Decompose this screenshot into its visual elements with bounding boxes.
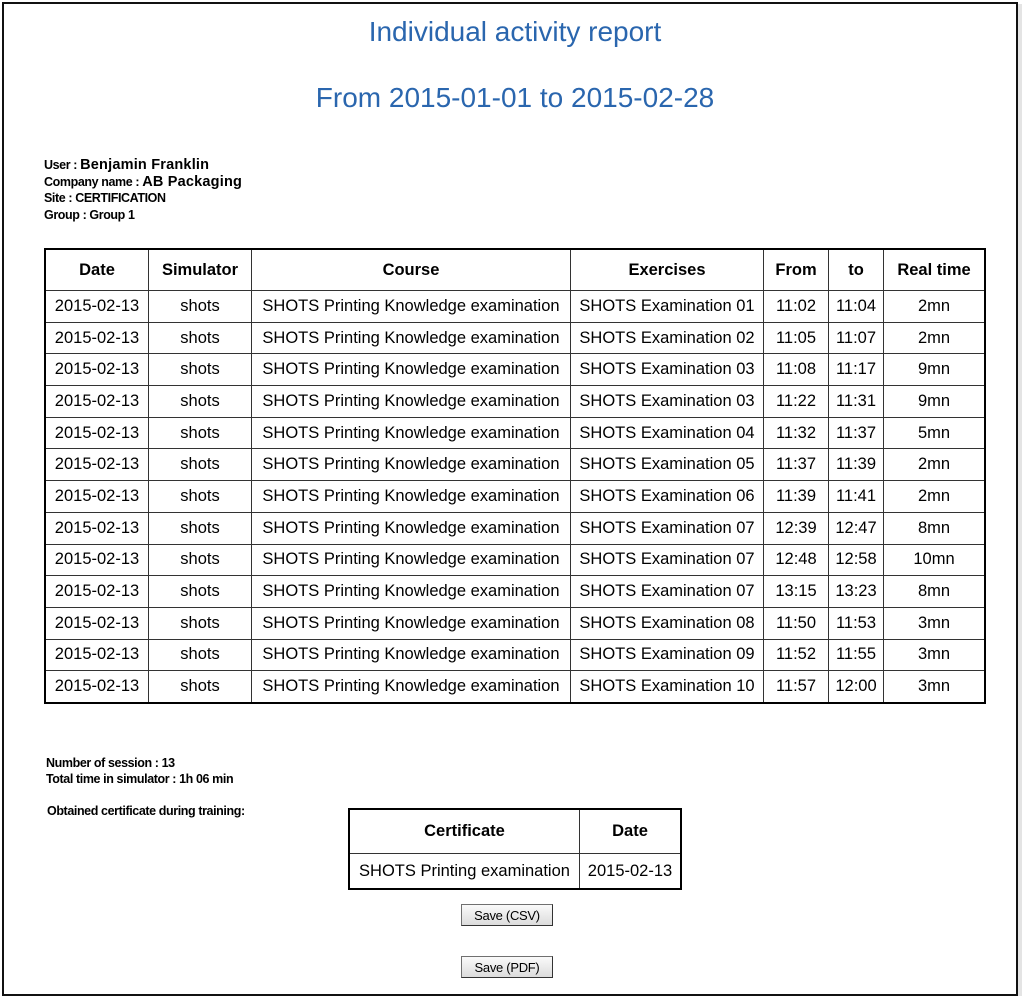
user-info [44, 157, 242, 223]
cell-exercise: SHOTS Examination 04 [571, 417, 764, 449]
group-label: Group : [44, 207, 90, 222]
cell-simulator: shots [149, 417, 252, 449]
certificate-table [348, 808, 682, 890]
cell-exercise: SHOTS Examination 01 [571, 291, 764, 323]
cell-from: 11:50 [764, 607, 829, 639]
table-row [45, 449, 985, 481]
col-course: Course [252, 249, 571, 291]
cell-course: SHOTS Printing Knowledge examination [252, 544, 571, 576]
site-line [44, 190, 242, 207]
cell-real-time: 3mn [884, 639, 986, 671]
cell-course: SHOTS Printing Knowledge examination [252, 671, 571, 703]
cell-exercise: SHOTS Examination 03 [571, 354, 764, 386]
cell-real-time: 2mn [884, 481, 986, 513]
cell-to: 11:39 [829, 449, 884, 481]
cell-course: SHOTS Printing Knowledge examination [252, 291, 571, 323]
site-label: Site : [44, 191, 76, 205]
activity-header-row [45, 249, 985, 291]
cell-date: 2015-02-13 [45, 449, 149, 481]
col-to: to [829, 249, 884, 291]
cell-simulator: shots [149, 639, 252, 671]
cell-from: 12:39 [764, 512, 829, 544]
cell-exercise: SHOTS Examination 10 [571, 671, 764, 703]
cell-simulator: shots [149, 512, 252, 544]
cell-exercise: SHOTS Examination 05 [571, 449, 764, 481]
cell-simulator: shots [149, 322, 252, 354]
group-line [44, 207, 242, 224]
cell-date: 2015-02-13 [45, 417, 149, 449]
cell-simulator: shots [149, 449, 252, 481]
save-csv-button[interactable]: Save (CSV) [461, 904, 553, 926]
site-value: CERTIFICATION [75, 191, 166, 205]
cell-date: 2015-02-13 [45, 386, 149, 418]
cell-from: 11:32 [764, 417, 829, 449]
table-row [45, 544, 985, 576]
cell-from: 11:22 [764, 386, 829, 418]
cell-to: 11:04 [829, 291, 884, 323]
total-time: Total time in simulator : 1h 06 min [46, 772, 234, 786]
col-certificate-date: Date [580, 809, 682, 854]
group-value: Group 1 [89, 207, 135, 222]
cell-from: 11:52 [764, 639, 829, 671]
cell-from: 11:08 [764, 354, 829, 386]
company-value: AB Packaging [142, 173, 243, 190]
cell-course: SHOTS Printing Knowledge examination [252, 576, 571, 608]
cell-course: SHOTS Printing Knowledge examination [252, 512, 571, 544]
cell-date: 2015-02-13 [45, 576, 149, 608]
cell-course: SHOTS Printing Knowledge examination [252, 354, 571, 386]
cell-exercise: SHOTS Examination 03 [571, 386, 764, 418]
cell-real-time: 8mn [884, 512, 986, 544]
col-certificate: Certificate [349, 809, 580, 854]
cell-date: 2015-02-13 [45, 291, 149, 323]
cell-date: 2015-02-13 [45, 544, 149, 576]
table-row [45, 671, 985, 703]
user-value: Benjamin Franklin [80, 157, 210, 173]
cell-to: 13:23 [829, 576, 884, 608]
cell-real-time: 3mn [884, 607, 986, 639]
table-row [45, 354, 985, 386]
cell-course: SHOTS Printing Knowledge examination [252, 386, 571, 418]
cell-date: 2015-02-13 [45, 354, 149, 386]
cell-course: SHOTS Printing Knowledge examination [252, 322, 571, 354]
cell-real-time: 2mn [884, 322, 986, 354]
cell-to: 11:53 [829, 607, 884, 639]
cell-date: 2015-02-13 [45, 512, 149, 544]
cell-real-time: 3mn [884, 671, 986, 703]
cell-from: 11:57 [764, 671, 829, 703]
certificate-header-row [349, 809, 681, 854]
cell-exercise: SHOTS Examination 07 [571, 576, 764, 608]
table-row [349, 854, 681, 890]
cell-to: 12:47 [829, 512, 884, 544]
cell-exercise: SHOTS Examination 07 [571, 544, 764, 576]
cell-course: SHOTS Printing Knowledge examination [252, 607, 571, 639]
cell-real-time: 5mn [884, 417, 986, 449]
cell-to: 12:00 [829, 671, 884, 703]
cell-to: 11:37 [829, 417, 884, 449]
table-row [45, 607, 985, 639]
cell-exercise: SHOTS Examination 09 [571, 639, 764, 671]
table-row [45, 512, 985, 544]
certificate-body [349, 854, 681, 890]
cell-simulator: shots [149, 576, 252, 608]
cell-from: 13:15 [764, 576, 829, 608]
cell-real-time: 10mn [884, 544, 986, 576]
save-pdf-button[interactable]: Save (PDF) [461, 956, 553, 978]
col-real-time: Real time [884, 249, 986, 291]
table-row [45, 639, 985, 671]
cell-from: 11:02 [764, 291, 829, 323]
cell-simulator: shots [149, 354, 252, 386]
user-line [44, 157, 242, 174]
cell-course: SHOTS Printing Knowledge examination [252, 639, 571, 671]
cell-from: 11:39 [764, 481, 829, 513]
col-from: From [764, 249, 829, 291]
cell-real-time: 2mn [884, 449, 986, 481]
activity-table [44, 248, 986, 704]
session-count: Number of session : 13 [46, 756, 175, 770]
cell-simulator: shots [149, 291, 252, 323]
company-line [44, 174, 242, 191]
table-row [45, 481, 985, 513]
cell-course: SHOTS Printing Knowledge examination [252, 449, 571, 481]
table-row [45, 322, 985, 354]
cell-to: 11:31 [829, 386, 884, 418]
company-label: Company name : [44, 174, 143, 189]
cell-course: SHOTS Printing Knowledge examination [252, 417, 571, 449]
activity-body [45, 291, 985, 703]
cell-simulator: shots [149, 386, 252, 418]
cell-exercise: SHOTS Examination 07 [571, 512, 764, 544]
cell-from: 11:37 [764, 449, 829, 481]
report-period: From 2015-01-01 to 2015-02-28 [315, 82, 715, 113]
user-label: User : [44, 158, 81, 172]
cell-date: 2015-02-13 [45, 322, 149, 354]
cell-real-time: 9mn [884, 386, 986, 418]
cell-real-time: 9mn [884, 354, 986, 386]
col-exercises: Exercises [571, 249, 764, 291]
cell-date: 2015-02-13 [45, 607, 149, 639]
cell-to: 11:41 [829, 481, 884, 513]
cell-from: 11:05 [764, 322, 829, 354]
cell-simulator: shots [149, 607, 252, 639]
frame-shadow [1018, 4, 1022, 996]
cell-certificate-date: 2015-02-13 [580, 854, 682, 890]
table-row [45, 386, 985, 418]
cell-simulator: shots [149, 544, 252, 576]
col-simulator: Simulator [149, 249, 252, 291]
report-title: Individual activity report [368, 16, 662, 47]
table-row [45, 417, 985, 449]
cell-real-time: 2mn [884, 291, 986, 323]
table-row [45, 291, 985, 323]
table-row [45, 576, 985, 608]
cell-exercise: SHOTS Examination 02 [571, 322, 764, 354]
cell-exercise: SHOTS Examination 08 [571, 607, 764, 639]
cell-simulator: shots [149, 671, 252, 703]
cell-real-time: 8mn [884, 576, 986, 608]
cell-to: 12:58 [829, 544, 884, 576]
cell-to: 11:07 [829, 322, 884, 354]
cell-to: 11:17 [829, 354, 884, 386]
certificate-label: Obtained certificate during training: [47, 804, 245, 818]
cell-from: 12:48 [764, 544, 829, 576]
col-date: Date [45, 249, 149, 291]
cell-date: 2015-02-13 [45, 671, 149, 703]
cell-to: 11:55 [829, 639, 884, 671]
cell-simulator: shots [149, 481, 252, 513]
cell-certificate: SHOTS Printing examination [349, 854, 580, 890]
cell-exercise: SHOTS Examination 06 [571, 481, 764, 513]
cell-date: 2015-02-13 [45, 639, 149, 671]
cell-course: SHOTS Printing Knowledge examination [252, 481, 571, 513]
cell-date: 2015-02-13 [45, 481, 149, 513]
session-summary [46, 755, 233, 787]
